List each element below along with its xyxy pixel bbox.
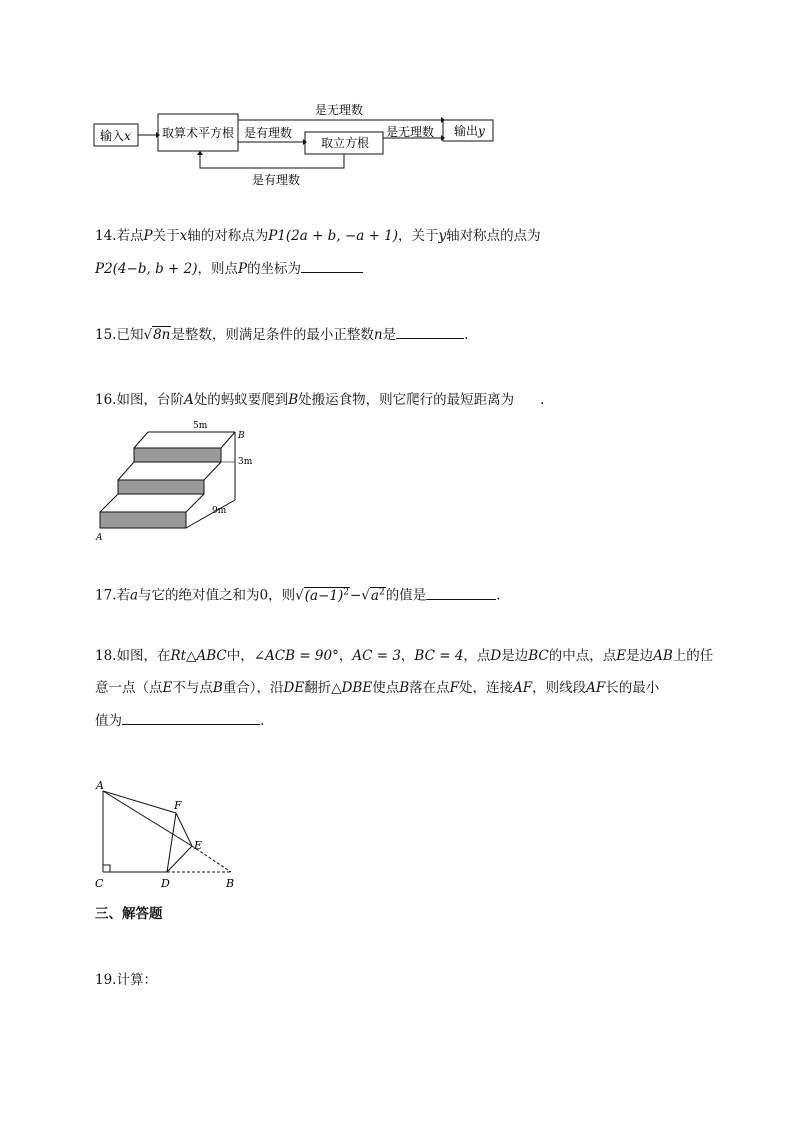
point-A: A — [96, 779, 104, 792]
question-17: 17.若a与它的绝对值之和为0，则$√(a-1)^2-√a^2$的值是 . — [95, 582, 500, 606]
question-14-line-1: 14.若点P关于x轴的对称点为P1(2a + b, −a + 1)，关于y轴对称点的点为 — [95, 228, 541, 244]
question-18-line-3: 值为 . — [95, 710, 264, 731]
cbrt-label: 取立方根 — [321, 136, 370, 150]
label-B: B — [238, 431, 245, 441]
irrational-right-label: 是无理数 — [386, 125, 435, 139]
rational-bottom-label: 是有理数 — [252, 173, 301, 187]
q15-answer-blank — [396, 324, 464, 339]
sqrt-8n: √8n — [143, 327, 171, 343]
label-9m: 9m — [212, 506, 227, 516]
question-18-line-2: 意一点（点E不与点B重合），沿DE翻折△DBE使点B落在点F处，连接AF，则线段AF长的最小 — [95, 680, 660, 696]
step-riser-3 — [100, 512, 186, 528]
question-19: 19.计算： — [95, 972, 157, 988]
irrational-top-label: 是无理数 — [315, 103, 364, 117]
output-label: 输出y — [454, 124, 485, 138]
point-C: C — [95, 877, 104, 890]
q14-number: 14. — [95, 228, 117, 244]
question-15: 15.已知√8n是整数，则满足条件的最小正整数n是 . — [95, 324, 468, 345]
question-14-line-2: P2(4−b, b + 2)，则点P的坐标为 — [95, 258, 363, 279]
step-riser-1 — [134, 448, 221, 462]
q17-answer-blank — [426, 585, 496, 600]
input-label: 输入x — [100, 129, 131, 143]
point-B: B — [226, 877, 235, 890]
sqrt-label: 取算术平方根 — [162, 126, 235, 140]
sqrt-expr-2: $√a^2$ — [361, 587, 385, 604]
section-3-title: 三、解答题 — [95, 906, 163, 922]
flowchart-diagram — [90, 100, 500, 195]
q17-number: 17. — [95, 587, 117, 604]
q18-number: 18. — [95, 648, 117, 664]
point-D: D — [161, 877, 170, 890]
rational-mid-label: 是有理数 — [244, 126, 293, 140]
q14-answer-blank — [301, 258, 363, 273]
triangle-figure — [88, 775, 248, 895]
step-riser-2 — [118, 480, 204, 494]
label-5m: 5m — [193, 421, 208, 431]
question-16: 16.如图，台阶A处的蚂蚁要爬到B处搬运食物，则它爬行的最短距离为 . — [95, 392, 545, 408]
point-E: E — [194, 839, 203, 852]
question-18-line-1: 18.如图，在Rt△ABC中，∠ACB = 90°，AC = 3，BC = 4，点D是边BC的中点，点E是边AB上的任 — [95, 648, 714, 664]
label-A: A — [96, 533, 103, 543]
label-3m: 3m — [238, 457, 253, 467]
point-F: F — [174, 799, 182, 812]
q19-number: 19. — [95, 972, 117, 988]
q16-number: 16. — [95, 392, 117, 408]
q18-answer-blank — [122, 710, 260, 725]
q15-number: 15. — [95, 327, 117, 343]
sqrt-expr-1: $√(a-1)^2$ — [295, 587, 349, 604]
staircase-figure — [90, 418, 270, 543]
